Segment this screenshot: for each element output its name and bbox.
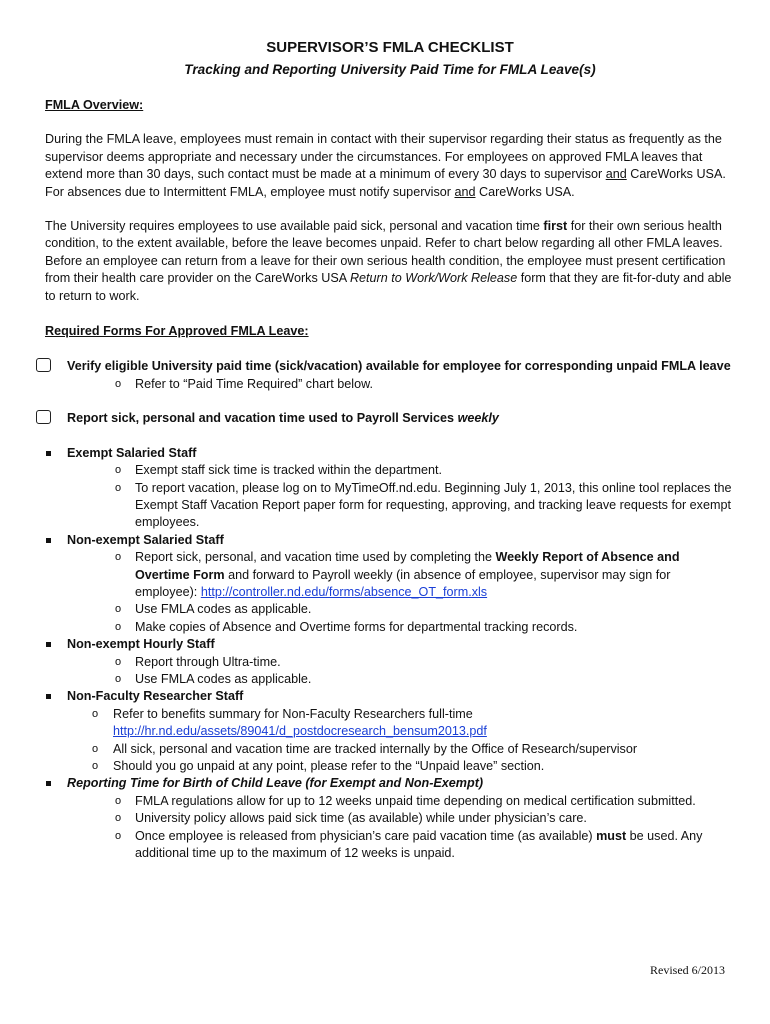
circle-bullet-icon: o xyxy=(115,812,122,825)
square-bullet-icon xyxy=(46,538,51,543)
sub-item: o University policy allows paid sick time (as available) while under physician’s care. xyxy=(45,810,735,827)
checkbox-verify[interactable] xyxy=(36,358,51,372)
sub-item: o Make copies of Absence and Overtime forms for departmental tracking records. xyxy=(45,619,735,636)
page-title: SUPERVISOR’S FMLA CHECKLIST xyxy=(266,39,514,56)
sub-item: o Refer to “Paid Time Required” chart below. xyxy=(45,376,735,393)
list-item-exempt: Exempt Salaried Staff xyxy=(45,445,735,462)
circle-bullet-icon: o xyxy=(115,551,122,564)
absence-form-link[interactable]: http://controller.nd.edu/forms/absence_OT_form.xls xyxy=(200,584,488,599)
overview-heading: FMLA Overview: xyxy=(45,98,144,112)
list-item-birth-of-child: Reporting Time for Birth of Child Leave (for Exempt and Non-Exempt) xyxy=(45,775,735,792)
circle-bullet-icon: o xyxy=(92,742,99,755)
circle-bullet-icon: o xyxy=(115,829,122,842)
list-item-nonexempt-salaried: Non-exempt Salaried Staff xyxy=(45,532,735,549)
circle-bullet-icon: o xyxy=(115,464,122,477)
sub-item: o Refer to benefits summary for Non-Faculty Researchers full-time http://hr.nd.edu/assets/89041/d_postdocresearch_bensum2013.pdf xyxy=(92,706,487,739)
circle-bullet-icon: o xyxy=(115,377,122,390)
sub-item: o Report sick, personal, and vacation time used by completing the Weekly Report of Absence and Overtime Form and forward to Payroll weekly (in absence of employee, supervisor may sign for employee): http://controller.nd.edu/forms/absence_OT_form.xls xyxy=(115,550,680,599)
overview-paragraph-1: During the FMLA leave, employees must remain in contact with their supervisor regarding their status as frequently as the supervisor deems appropriate and necessary under the circumstances. For employees on approved FMLA leaves that extend more than 30 days, such contact must be made at a minimum of every 30 days to supervisor and CareWorks USA. For absences due to Intermittent FMLA, employee must notify supervisor and CareWorks USA. xyxy=(45,132,726,199)
sub-item: o To report vacation, please log on to MyTimeOff.nd.edu. Beginning July 1, 2013, this online tool replaces the Exempt Staff Vacation Report paper form for requesting, approving, and tracking leave requests for exempt employees. xyxy=(115,480,732,530)
researcher-benefits-link[interactable]: http://hr.nd.edu/assets/89041/d_postdocresearch_bensum2013.pdf xyxy=(113,724,487,739)
square-bullet-icon xyxy=(46,642,51,647)
square-bullet-icon xyxy=(46,781,51,786)
sub-item: o All sick, personal and vacation time are tracked internally by the Office of Research/supervisor xyxy=(45,741,735,758)
circle-bullet-icon: o xyxy=(115,672,122,685)
checklist-item-report: Report sick, personal and vacation time used to Payroll Services weekly xyxy=(45,410,735,427)
list-item-researcher: Non-Faculty Researcher Staff xyxy=(45,688,735,705)
square-bullet-icon xyxy=(46,694,51,699)
circle-bullet-icon: o xyxy=(115,603,122,616)
circle-bullet-icon: o xyxy=(92,707,99,720)
circle-bullet-icon: o xyxy=(115,620,122,633)
checklist-item-verify: Verify eligible University paid time (sick/vacation) available for employee for corresponding unpaid FMLA leave xyxy=(45,358,735,375)
required-forms-heading: Required Forms For Approved FMLA Leave: xyxy=(45,324,309,339)
overview-paragraph-2: The University requires employees to use available paid sick, personal and vacation time first for their own serious health condition, to the extent available, before the leave becomes unpaid. Refer to chart below regarding all other FMLA leaves. Before an employee can return from a leave for their own serious health condition, the employee must present certification from their health care provider on the CareWorks USA Return to Work/Work Release form that they are fit-for-duty and able to return to work. xyxy=(45,219,732,303)
sub-item: o Should you go unpaid at any point, please refer to the “Unpaid leave” section. xyxy=(45,758,735,775)
checkbox-report[interactable] xyxy=(36,410,51,424)
sub-item: o Exempt staff sick time is tracked within the department. xyxy=(45,462,735,479)
sub-item: o Once employee is released from physician’s care paid vacation time (as available) must be used. Any additional time up to the maximum of 12 weeks is unpaid. xyxy=(115,828,703,861)
sub-item: o Report through Ultra-time. xyxy=(45,654,735,671)
circle-bullet-icon: o xyxy=(115,794,122,807)
sub-item: o Use FMLA codes as applicable. xyxy=(45,601,735,618)
circle-bullet-icon: o xyxy=(115,655,122,668)
page-subtitle: Tracking and Reporting University Paid Time for FMLA Leave(s) xyxy=(184,62,596,77)
circle-bullet-icon: o xyxy=(115,481,122,494)
list-item-nonexempt-hourly: Non-exempt Hourly Staff xyxy=(45,636,735,653)
circle-bullet-icon: o xyxy=(92,760,99,772)
sub-item: o FMLA regulations allow for up to 12 weeks unpaid time depending on medical certification submitted. xyxy=(45,793,735,810)
revision-footer: Revised 6/2013 xyxy=(650,963,725,977)
square-bullet-icon xyxy=(46,451,51,456)
document-page xyxy=(45,38,735,862)
sub-item: o Use FMLA codes as applicable. xyxy=(45,671,735,688)
